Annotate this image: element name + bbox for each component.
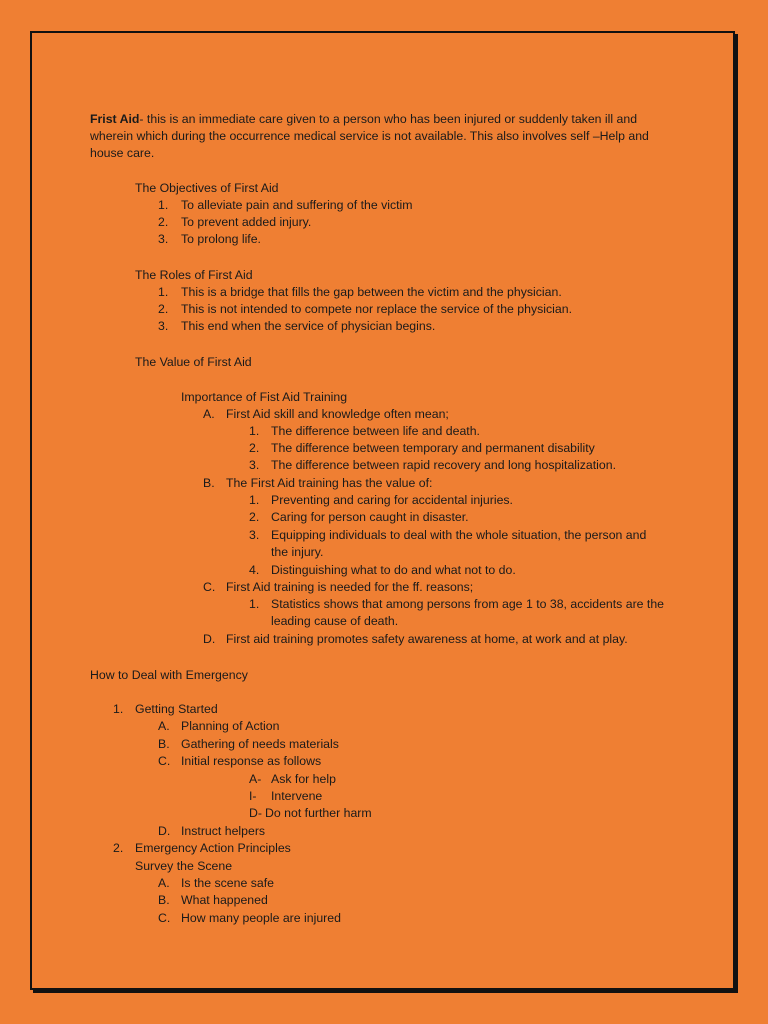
list-item: Emergency Action Principles xyxy=(135,841,291,855)
list-item: To prevent added injury. xyxy=(181,215,312,229)
list-number: 3. xyxy=(158,319,169,333)
list-letter: C. xyxy=(203,580,216,594)
intro-line-1 xyxy=(90,111,637,128)
list-number: 3. xyxy=(249,458,260,472)
list-number: 2. xyxy=(158,215,169,229)
value-heading: The Value of First Aid xyxy=(135,355,252,369)
list-letter: C. xyxy=(158,754,171,768)
list-item: To prolong life. xyxy=(181,232,261,246)
list-item: This is a bridge that fills the gap between the victim and the physician. xyxy=(181,285,562,299)
emergency-heading: How to Deal with Emergency xyxy=(90,668,248,682)
sub-heading: Survey the Scene xyxy=(135,859,233,873)
list-item: What happened xyxy=(181,893,268,907)
list-item: Statistics shows that among persons from age 1 to 38, accidents are the xyxy=(271,597,665,611)
list-item: First Aid training is needed for the ff. reasons; xyxy=(226,580,474,594)
roles-heading: The Roles of First Aid xyxy=(135,268,253,282)
list-letter: D. xyxy=(203,632,216,646)
list-number: 2. xyxy=(249,441,260,455)
list-item: The difference between rapid recovery and long hospitalization. xyxy=(271,458,616,472)
list-item: The difference between temporary and permanent disability xyxy=(271,441,595,455)
list-number: 3. xyxy=(158,232,169,246)
list-item: First aid training promotes safety awareness at home, at work and at play. xyxy=(226,632,628,646)
list-item: Gathering of needs materials xyxy=(181,737,339,751)
list-item: How many people are injured xyxy=(181,911,341,925)
list-number: 1. xyxy=(158,285,169,299)
list-number: 1. xyxy=(249,424,260,438)
list-item: Preventing and caring for accidental injuries. xyxy=(271,493,513,507)
list-letter: C. xyxy=(158,911,171,925)
list-item: The difference between life and death. xyxy=(271,424,480,438)
list-number: 4. xyxy=(249,563,260,577)
list-item: Is the scene safe xyxy=(181,876,274,890)
list-letter: D. xyxy=(158,824,171,838)
list-item-continued: the injury. xyxy=(271,545,324,559)
list-item: Distinguishing what to do and what not to do. xyxy=(271,563,516,577)
list-number: 1. xyxy=(158,198,169,212)
list-letter: I- xyxy=(249,789,257,803)
list-item: Ask for help xyxy=(271,772,336,786)
list-item: First Aid skill and knowledge often mean; xyxy=(226,407,449,421)
list-letter: A. xyxy=(158,719,170,733)
intro-line-3: house care. xyxy=(90,146,155,160)
list-letter: A. xyxy=(203,407,215,421)
list-number: 2. xyxy=(158,302,169,316)
list-number: 3. xyxy=(249,528,260,542)
list-item: Caring for person caught in disaster. xyxy=(271,510,469,524)
list-letter: B. xyxy=(203,476,215,490)
list-letter: A. xyxy=(158,876,170,890)
list-item: Getting Started xyxy=(135,702,218,716)
list-item: This end when the service of physician begins. xyxy=(181,319,436,333)
intro-term: Frist Aid xyxy=(90,112,140,126)
list-item: Planning of Action xyxy=(181,719,280,733)
list-letter: A- xyxy=(249,772,262,786)
list-letter: B. xyxy=(158,737,170,751)
list-number: 2. xyxy=(113,841,124,855)
list-item: To alleviate pain and suffering of the victim xyxy=(181,198,413,212)
list-item: Initial response as follows xyxy=(181,754,322,768)
list-item-continued: leading cause of death. xyxy=(271,614,399,628)
list-item: Intervene xyxy=(271,789,323,803)
intro-text-1: - this is an immediate care given to a person who has been injured or suddenly taken ill and xyxy=(139,112,638,126)
list-letter: B. xyxy=(158,893,170,907)
list-item: Equipping individuals to deal with the whole situation, the person and xyxy=(271,528,647,542)
list-number: 1. xyxy=(249,597,260,611)
list-number: 1. xyxy=(113,702,124,716)
list-number: 1. xyxy=(249,493,260,507)
objectives-heading: The Objectives of First Aid xyxy=(135,181,279,195)
list-item: This is not intended to compete nor replace the service of the physician. xyxy=(181,302,572,316)
list-item: Instruct helpers xyxy=(181,824,266,838)
intro-line-2: wherein which during the occurrence medical service is not available. This also involves self –Help and xyxy=(90,129,649,143)
list-letter: D- xyxy=(249,806,262,820)
value-subheading: Importance of Fist Aid Training xyxy=(181,390,348,404)
list-item: The First Aid training has the value of: xyxy=(226,476,433,490)
list-item: Do not further harm xyxy=(265,806,372,820)
list-number: 2. xyxy=(249,510,260,524)
